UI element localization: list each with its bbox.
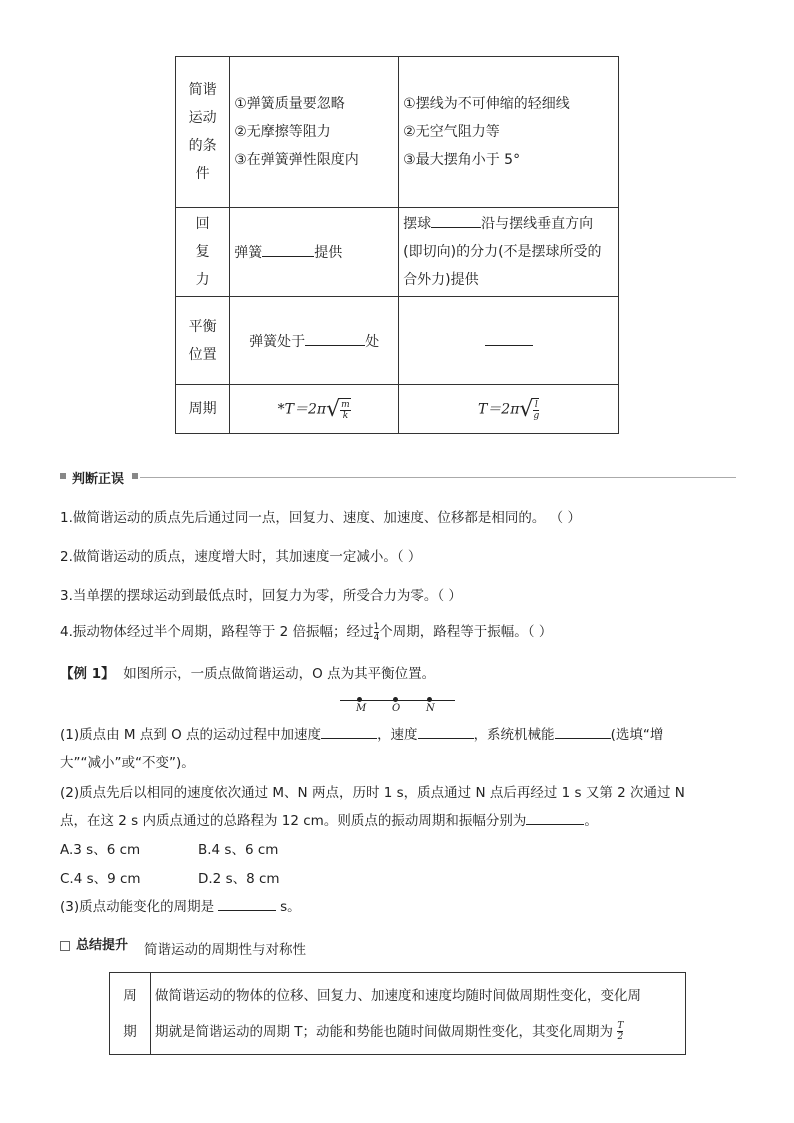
frac-denominator: g — [533, 410, 540, 421]
sqrt-icon: √ — [326, 396, 341, 422]
frac-numerator: m — [341, 399, 350, 410]
question-text: 点，在这 2 s 内质点通过的总路程为 12 cm。则质点的振动周期和振幅分别为 — [60, 813, 527, 829]
row-head-text: 力 — [195, 272, 210, 288]
frac-numerator: l — [534, 399, 538, 410]
answer-blank[interactable] — [485, 331, 533, 346]
answer-blank[interactable] — [418, 724, 474, 739]
formula-prefix: T＝2π — [477, 401, 520, 417]
row-head-text: 平衡 — [188, 318, 217, 335]
row-head-text: 运动 — [188, 110, 217, 126]
row-head-text: 件 — [195, 166, 210, 182]
summary-content — [151, 973, 686, 1055]
frac-denominator: 4 — [373, 632, 380, 643]
pendulum-equilibrium-cell — [399, 297, 619, 385]
spring-condition: ③在弹簧弹性限度内 — [234, 152, 359, 168]
spring-condition: ②无摩擦等阻力 — [234, 124, 331, 140]
cell-text: 沿与摆线垂直方向 — [481, 216, 594, 232]
formula-prefix: *T＝2π — [277, 401, 327, 417]
option-a[interactable]: A.3 s、6 cm — [60, 842, 141, 858]
cell-text: 处 — [365, 333, 380, 350]
frac-denominator: 2 — [617, 1032, 624, 1042]
mon-diagram — [340, 694, 455, 716]
row-head-equilibrium — [176, 297, 230, 385]
row-head-text: 周期 — [188, 401, 217, 417]
pendulum-condition: ③最大摆角小于 5° — [403, 152, 521, 168]
row-head-text: 复 — [195, 244, 210, 260]
example-text: 如图所示，一质点做简谐运动，O 点为其平衡位置。 — [123, 666, 436, 682]
pendulum-force-cell — [399, 208, 619, 297]
spring-condition: ①弹簧质量要忽略 — [234, 96, 345, 112]
summary-icon — [60, 941, 70, 951]
example-tag: 【例 1】 — [60, 666, 115, 682]
row-head-text: 周 — [123, 987, 137, 1004]
options-row-1 — [60, 838, 279, 858]
summary-title: 总结提升 — [76, 938, 129, 953]
cell-text: 弹簧处于 — [249, 333, 306, 350]
example-stem — [60, 662, 435, 682]
divider — [140, 477, 736, 478]
comparison-table — [175, 56, 619, 434]
question-text: (选填“增 — [610, 727, 664, 743]
example-part-3 — [60, 895, 301, 915]
point-o — [393, 697, 398, 702]
question-text: 个周期，路程等于振幅。（ ） — [379, 624, 553, 640]
square-icon — [60, 473, 66, 479]
question-text: 4.振动物体经过半个周期，路程等于 2 倍振幅；经过 — [60, 624, 374, 640]
answer-blank[interactable] — [262, 242, 314, 257]
summary-line: 期就是简谐运动的周期 T；动能和势能也随时间做周期性变化，其变化周期为 — [155, 1023, 614, 1040]
cell-text: 提供 — [314, 245, 343, 261]
section-title: 判断正误 — [72, 472, 125, 487]
option-c[interactable]: C.4 s、9 cm — [60, 871, 141, 887]
summary-subtitle: 简谐运动的周期性与对称性 — [144, 942, 306, 958]
spring-equilibrium-cell — [230, 297, 399, 385]
example-part-2: (2)质点先后以相同的速度依次通过 M、N 两点，历时 1 s，质点通过 N 点后再经过 1 s 又第 2 次通过 N — [60, 785, 685, 801]
spring-force-cell — [230, 208, 399, 297]
pendulum-condition: ①摆线为不可伸缩的轻细线 — [403, 96, 570, 112]
spring-conditions-cell — [230, 57, 399, 208]
summary-row-head — [110, 973, 151, 1055]
answer-blank[interactable] — [526, 810, 584, 825]
option-b[interactable]: B.4 s、6 cm — [198, 842, 279, 858]
answer-blank[interactable] — [305, 331, 365, 346]
question-text: (3)质点动能变化的周期是 — [60, 899, 215, 915]
cell-text: 合外力)提供 — [403, 272, 479, 288]
pendulum-conditions-cell — [399, 57, 619, 208]
answer-blank[interactable] — [321, 724, 377, 739]
option-d[interactable]: D.2 s、8 cm — [198, 871, 280, 887]
answer-blank[interactable] — [431, 213, 481, 228]
question-text: 。 — [584, 813, 598, 829]
judge-question-4 — [60, 620, 552, 643]
label-o: O — [392, 703, 401, 714]
judge-question-1: 1.做简谐运动的质点先后通过同一点，回复力、速度、加速度、位移都是相同的。 （ ） — [60, 510, 581, 526]
point-n — [427, 697, 432, 702]
cell-text: 弹簧 — [234, 245, 263, 261]
question-text: s。 — [280, 899, 301, 915]
label-n: N — [426, 703, 435, 714]
summary-line: 做简谐运动的物体的位移、回复力、加速度和速度均随时间做周期性变化，变化周 — [155, 987, 641, 1004]
summary-table — [109, 972, 686, 1055]
row-head-text: 期 — [123, 1023, 137, 1040]
row-head-restoring-force — [176, 208, 230, 297]
row-head-text: 简谐 — [188, 82, 217, 98]
example-part-1-cont: 大”“减小”或“不变”)。 — [60, 755, 195, 771]
question-text: ，系统机械能 — [473, 727, 555, 743]
pendulum-period-formula — [399, 385, 619, 434]
cell-text: 摆球 — [403, 216, 432, 232]
question-text: ，速度 — [377, 727, 418, 743]
spring-period-formula — [230, 385, 399, 434]
judge-question-3: 3.当单摆的摆球运动到最低点时，回复力为零，所受合力为零。（ ） — [60, 588, 462, 604]
judge-question-2: 2.做简谐运动的质点，速度增大时，其加速度一定减小。（ ） — [60, 549, 422, 565]
row-head-text: 位置 — [188, 346, 217, 363]
row-head-text: 的条 — [188, 138, 217, 154]
row-head-text: 回 — [195, 216, 210, 232]
judge-section-heading — [60, 470, 736, 487]
frac-denominator: k — [342, 410, 349, 421]
sqrt-icon: √ — [519, 396, 534, 422]
label-m: M — [356, 703, 367, 714]
row-head-period — [176, 385, 230, 434]
question-text: (1)质点由 M 点到 O 点的运动过程中加速度 — [60, 727, 322, 743]
square-icon — [132, 473, 138, 479]
answer-blank[interactable] — [218, 896, 276, 911]
options-row-2 — [60, 867, 280, 887]
frac-numerator: 1 — [373, 621, 380, 632]
example-part-1 — [60, 723, 663, 743]
cell-text: (即切向)的分力(不是摆球所受的 — [403, 244, 602, 260]
pendulum-condition: ②无空气阻力等 — [403, 124, 500, 140]
answer-blank[interactable] — [555, 724, 611, 739]
summary-heading — [60, 934, 128, 953]
row-head-conditions — [176, 57, 230, 208]
example-part-2-cont — [60, 809, 598, 829]
point-m — [357, 697, 362, 702]
frac-numerator: T — [617, 1021, 624, 1031]
